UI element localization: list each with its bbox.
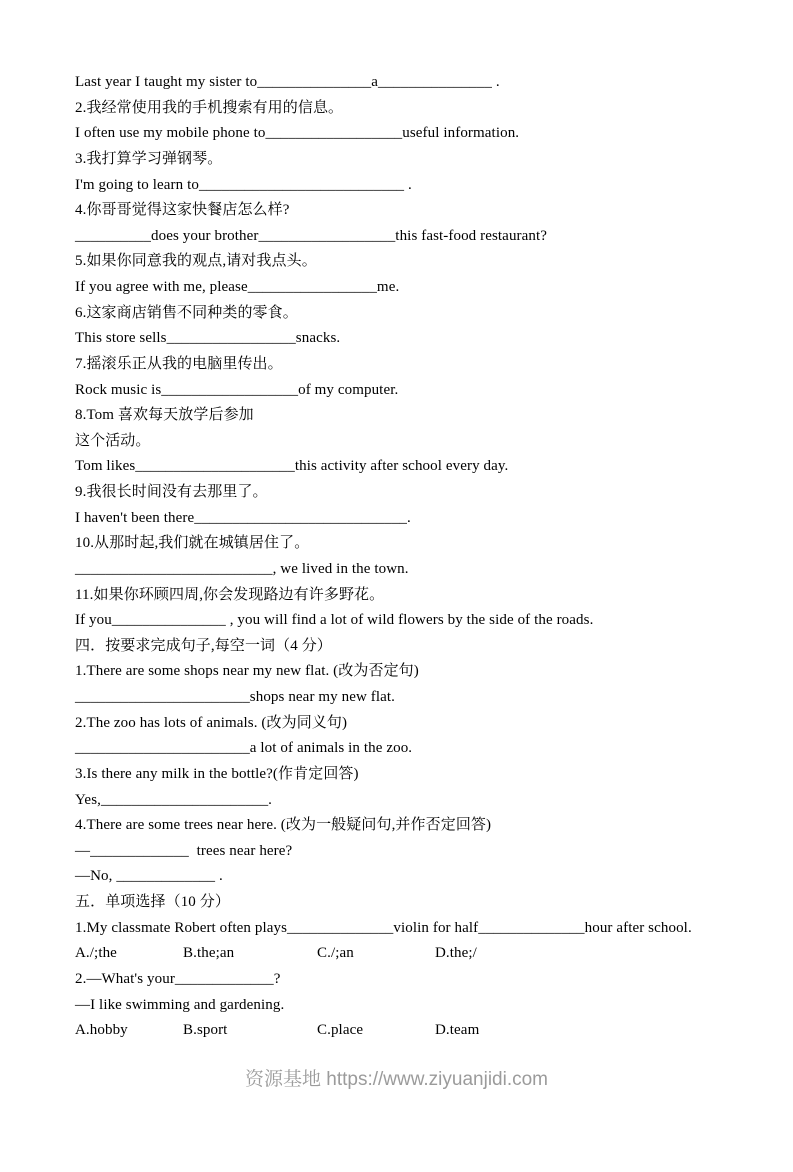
text-line: If you_______________ , you will find a lot of wild flowers by the side of the roads. bbox=[75, 612, 594, 629]
worksheet-content bbox=[75, 70, 765, 1044]
option-a: A./;the bbox=[75, 945, 117, 962]
text-line: If you agree with me, please_________________me. bbox=[75, 279, 400, 295]
text-line: 4.There are some trees near here. (改为一般疑问句,并作否定回答) bbox=[75, 817, 492, 834]
text-line: 3.Is there any milk in the bottle?(作肯定回答) bbox=[75, 765, 359, 782]
text-line: 9.我很长时间没有去那里了。 bbox=[75, 484, 268, 500]
choice-options-row bbox=[75, 1018, 765, 1044]
text-line: Last year I taught my sister to_______________a_______________ . bbox=[75, 74, 500, 90]
text-line: 6.这家商店销售不同种类的零食。 bbox=[75, 304, 298, 321]
text-line: 5.如果你同意我的观点,请对我点头。 bbox=[75, 253, 317, 270]
text-line: I often use my mobile phone to__________________useful information. bbox=[75, 125, 520, 142]
option-b: B.the;an bbox=[183, 945, 235, 962]
text-line: 这个活动。 bbox=[75, 432, 151, 449]
text-line: 2.The zoo has lots of animals. (改为同义句) bbox=[75, 714, 348, 731]
option-d: D.the;/ bbox=[435, 945, 477, 962]
section-4-heading: 四．按要求完成句子,每空一词（4 分） bbox=[75, 637, 332, 654]
text-line: —No, _____________ . bbox=[75, 868, 223, 885]
text-line: __________________________, we lived in the town. bbox=[75, 560, 409, 577]
option-c: C.place bbox=[317, 1022, 364, 1039]
text-line: —I like swimming and gardening. bbox=[75, 996, 285, 1013]
text-line: 7.摇滚乐正从我的电脑里传出。 bbox=[75, 355, 283, 372]
text-line: 2.我经常使用我的手机搜索有用的信息。 bbox=[75, 99, 344, 116]
section-5-heading: 五．单项选择（10 分） bbox=[75, 894, 230, 910]
text-line: I haven't been there____________________________. bbox=[75, 509, 411, 526]
text-line: 11.如果你环顾四周,你会发现路边有许多野花。 bbox=[75, 586, 385, 603]
text-line: _______________________shops near my new flat. bbox=[75, 689, 395, 705]
text-line: 1.My classmate Robert often plays______________violin for half______________hour after school. bbox=[75, 919, 692, 936]
text-line: 10.从那时起,我们就在城镇居住了。 bbox=[75, 535, 310, 552]
text-line: 2.—What's your_____________? bbox=[75, 970, 281, 987]
watermark-text: 资源基地 https://www.ziyuanjidi.com bbox=[244, 1069, 549, 1090]
text-line: 8.Tom 喜欢每天放学后参加 bbox=[75, 407, 254, 424]
text-line: Yes,______________________. bbox=[75, 791, 273, 808]
option-d: D.team bbox=[435, 1022, 480, 1039]
option-a: A.hobby bbox=[75, 1022, 128, 1039]
text-line: 1.There are some shops near my new flat. (改为否定句) bbox=[75, 663, 419, 680]
option-b: B.sport bbox=[183, 1022, 228, 1039]
text-line: I'm going to learn to___________________________ . bbox=[75, 176, 412, 193]
watermark-footer bbox=[0, 1066, 793, 1094]
text-line: This store sells_________________snacks. bbox=[75, 330, 341, 347]
text-line: _______________________a lot of animals in the zoo. bbox=[75, 740, 413, 757]
text-line: 3.我打算学习弹钢琴。 bbox=[75, 150, 223, 167]
choice-options-row bbox=[75, 941, 765, 967]
text-line: Rock music is__________________of my computer. bbox=[75, 381, 399, 398]
option-c: C./;an bbox=[317, 945, 354, 962]
text-line: 4.你哥哥觉得这家快餐店怎么样? bbox=[75, 202, 290, 219]
text-line: Tom likes_____________________this activity after school every day. bbox=[75, 458, 509, 475]
text-line: __________does your brother__________________this fast-food restaurant? bbox=[75, 227, 548, 244]
text-line: —_____________ trees near here? bbox=[75, 842, 293, 859]
